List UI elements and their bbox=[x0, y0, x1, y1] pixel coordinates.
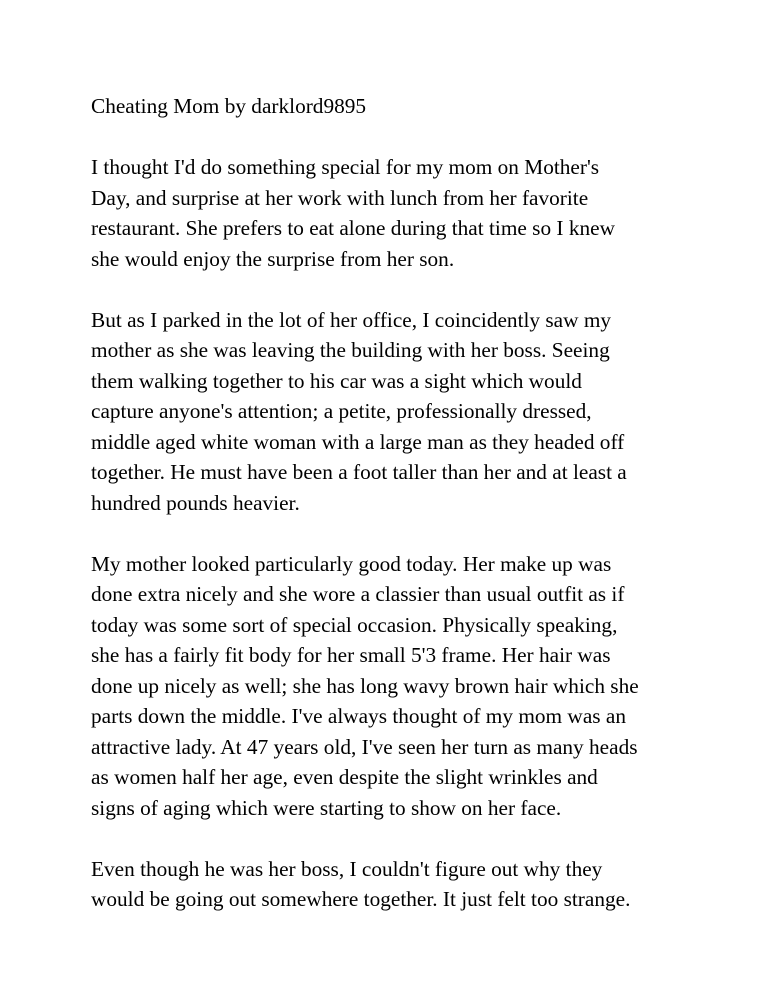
paragraph-line: I thought I'd do something special for my mom on Mother's bbox=[91, 155, 600, 179]
title-line: Cheating Mom by darklord9895 bbox=[91, 94, 367, 118]
paragraph-line: Day, and surprise at her work with lunch from her favorite bbox=[91, 185, 589, 210]
paragraph-line: But as I parked in the lot of her office, I coincidently saw my bbox=[91, 307, 612, 332]
paragraph-2 bbox=[91, 305, 691, 519]
paragraph-4 bbox=[91, 854, 691, 915]
paragraph-line: she has a fairly fit body for her small 5'3 frame. Her hair was bbox=[91, 643, 611, 667]
document-title bbox=[91, 91, 691, 122]
document-page bbox=[91, 91, 691, 945]
paragraph-line: would be going out somewhere together. It just felt too strange. bbox=[91, 887, 631, 911]
paragraph-line: together. He must have been a foot taller than her and at least a bbox=[91, 460, 627, 484]
paragraph-line: done up nicely as well; she has long wavy brown hair which she bbox=[91, 673, 639, 698]
paragraph-line: today was some sort of special occasion. Physically speaking, bbox=[91, 612, 618, 637]
paragraph-3 bbox=[91, 549, 691, 824]
paragraph-line: as women half her age, even despite the slight wrinkles and bbox=[91, 765, 598, 789]
paragraph-line: done extra nicely and she wore a classier than usual outfit as if bbox=[91, 582, 625, 606]
paragraph-line: hundred pounds heavier. bbox=[91, 490, 300, 515]
paragraph-line: she would enjoy the surprise from her son. bbox=[91, 246, 455, 271]
paragraph-line: mother as she was leaving the building with her boss. Seeing bbox=[91, 338, 610, 362]
paragraph-line: parts down the middle. I've always thought of my mom was an bbox=[91, 704, 626, 728]
paragraph-line: restaurant. She prefers to eat alone during that time so I knew bbox=[91, 216, 615, 240]
paragraph-line: My mother looked particularly good today. Her make up was bbox=[91, 551, 612, 576]
paragraph-line: attractive lady. At 47 years old, I've seen her turn as many heads bbox=[91, 734, 638, 759]
paragraph-line: capture anyone's attention; a petite, professionally dressed, bbox=[91, 399, 592, 423]
paragraph-line: signs of aging which were starting to show on her face. bbox=[91, 795, 562, 820]
paragraph-line: middle aged white woman with a large man as they headed off bbox=[91, 429, 625, 454]
paragraph-1 bbox=[91, 152, 691, 274]
paragraph-line: Even though he was her boss, I couldn't figure out why they bbox=[91, 856, 603, 881]
paragraph-line: them walking together to his car was a sight which would bbox=[91, 368, 582, 393]
